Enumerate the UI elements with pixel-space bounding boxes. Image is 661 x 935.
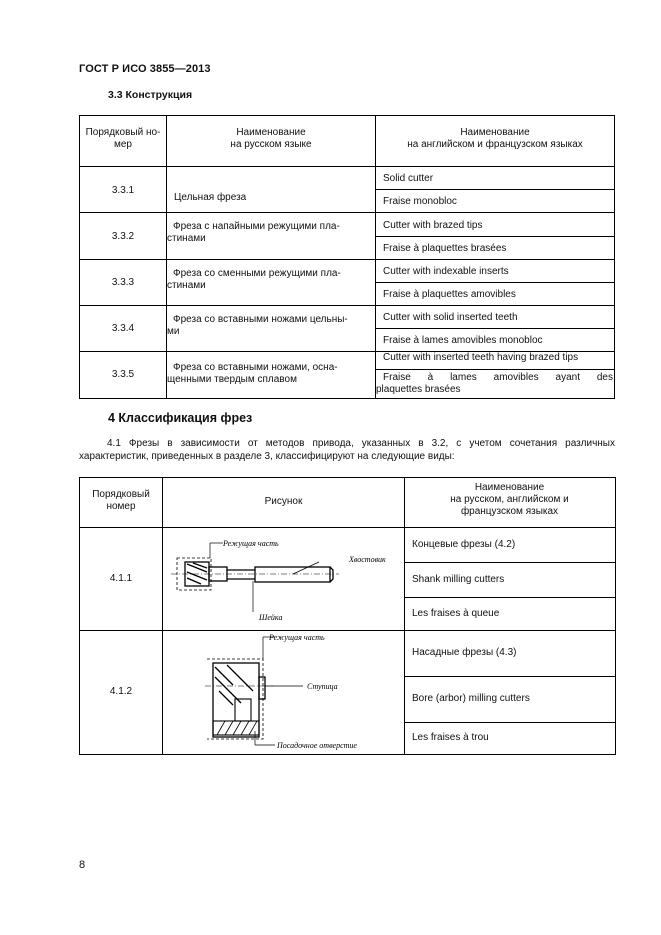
table2-sub-divider — [404, 676, 615, 677]
table1-header-english-french: Наименование на английском и французском языках — [407, 127, 583, 150]
row-number: 4.1.1 — [109, 573, 133, 584]
row-french-name: Les fraises à queue — [412, 608, 500, 619]
row-russian-name: Насадные фрезы (4.3) — [412, 647, 517, 658]
hub-label: Ступица — [307, 682, 338, 691]
table2-sub-divider — [404, 597, 615, 598]
row-english-name: Solid cutter — [383, 173, 434, 184]
row-number: 3.3.1 — [111, 185, 135, 196]
row-russian-name: Фреза со вставными ножами цельны- ми — [167, 314, 348, 337]
cutting-part-label: Режущая часть — [223, 539, 279, 548]
table1-header-number: Порядковый но- мер — [85, 127, 161, 150]
row-russian-name: Фреза со сменными режущими пла- стинами — [167, 268, 341, 291]
table2-col-divider — [404, 477, 405, 754]
shank-cutter-figure — [163, 528, 403, 629]
row-russian-name: Цельная фреза — [174, 192, 247, 203]
row-english-name: Cutter with inserted teeth having brazed tips — [383, 352, 579, 363]
table1-col-divider — [375, 115, 376, 398]
row-english-name: Bore (arbor) milling cutters — [412, 693, 530, 704]
bore-cutter-figure — [163, 631, 403, 752]
bore-label: Посадочное отверстие — [277, 741, 357, 750]
table1-header-divider — [79, 166, 614, 167]
table1-row-divider — [79, 212, 614, 213]
row-number: 3.3.2 — [111, 231, 135, 242]
section-heading-4: 4 Классификация фрез — [108, 411, 253, 425]
row-french-name: Fraise monobloc — [383, 196, 457, 207]
table1-sub-divider — [375, 328, 614, 329]
shank — [255, 567, 330, 582]
page-number: 8 — [79, 859, 86, 871]
table2-sub-divider — [404, 722, 615, 723]
table1-sub-divider — [375, 189, 614, 190]
row-number: 3.3.5 — [111, 369, 135, 380]
table2-header-number: Порядковый номер — [92, 489, 150, 512]
table1-header-russian: Наименование на русском языке — [230, 127, 312, 150]
section-heading-3-3: 3.3 Конструкция — [108, 89, 193, 101]
table2-header-names: Наименование на русском, английском и французском языках — [450, 482, 569, 517]
row-number: 4.1.2 — [109, 686, 133, 697]
table2-header-figure: Рисунок — [264, 496, 303, 507]
row-french-name: Les fraises à trou — [412, 732, 489, 743]
row-english-name: Cutter with brazed tips — [383, 220, 483, 231]
row-english-name: Cutter with solid inserted teeth — [383, 312, 518, 323]
neck-label: Шейка — [259, 613, 283, 622]
cutting-part-label: Режущая часть — [269, 633, 325, 642]
document-header: ГОСТ Р ИСО 3855—2013 — [79, 63, 211, 75]
row-english-name: Shank milling cutters — [412, 574, 505, 585]
table2-sub-divider — [404, 562, 615, 563]
hub — [259, 677, 265, 699]
paragraph-4-1: 4.1 Фрезы в зависимости от методов привода, указанных в 3.2, с учетом сочетания различных характеристик, приведенных в разделе 3, классифицируют на следующие виды: — [79, 438, 615, 462]
row-russian-name: Фреза со вставными ножами, осна- щенными твердым сплавом — [167, 362, 338, 385]
table1-sub-divider — [375, 282, 614, 283]
table1-col-divider — [166, 115, 167, 398]
shank-label: Хвостовик — [349, 555, 386, 564]
table1-sub-divider — [375, 369, 614, 370]
row-french-name: Fraise à plaquettes brasées — [383, 243, 507, 254]
row-number: 3.3.3 — [111, 277, 135, 288]
table1-row-divider — [79, 259, 614, 260]
row-russian-name: Фреза с напайными режущими пла- стинами — [167, 221, 340, 244]
table1-row-divider — [79, 305, 614, 306]
row-french-name: Fraise à lames amovibles ayant des plaquettes brasées — [376, 372, 613, 395]
row-number: 3.3.4 — [111, 323, 135, 334]
row-english-name: Cutter with indexable inserts — [383, 266, 509, 277]
row-french-name: Fraise à plaquettes amovibles — [383, 289, 516, 300]
table1-sub-divider — [375, 236, 614, 237]
row-russian-name: Концевые фрезы (4.2) — [412, 539, 516, 550]
row-french-name: Fraise à lames amovibles monobloc — [383, 335, 543, 346]
